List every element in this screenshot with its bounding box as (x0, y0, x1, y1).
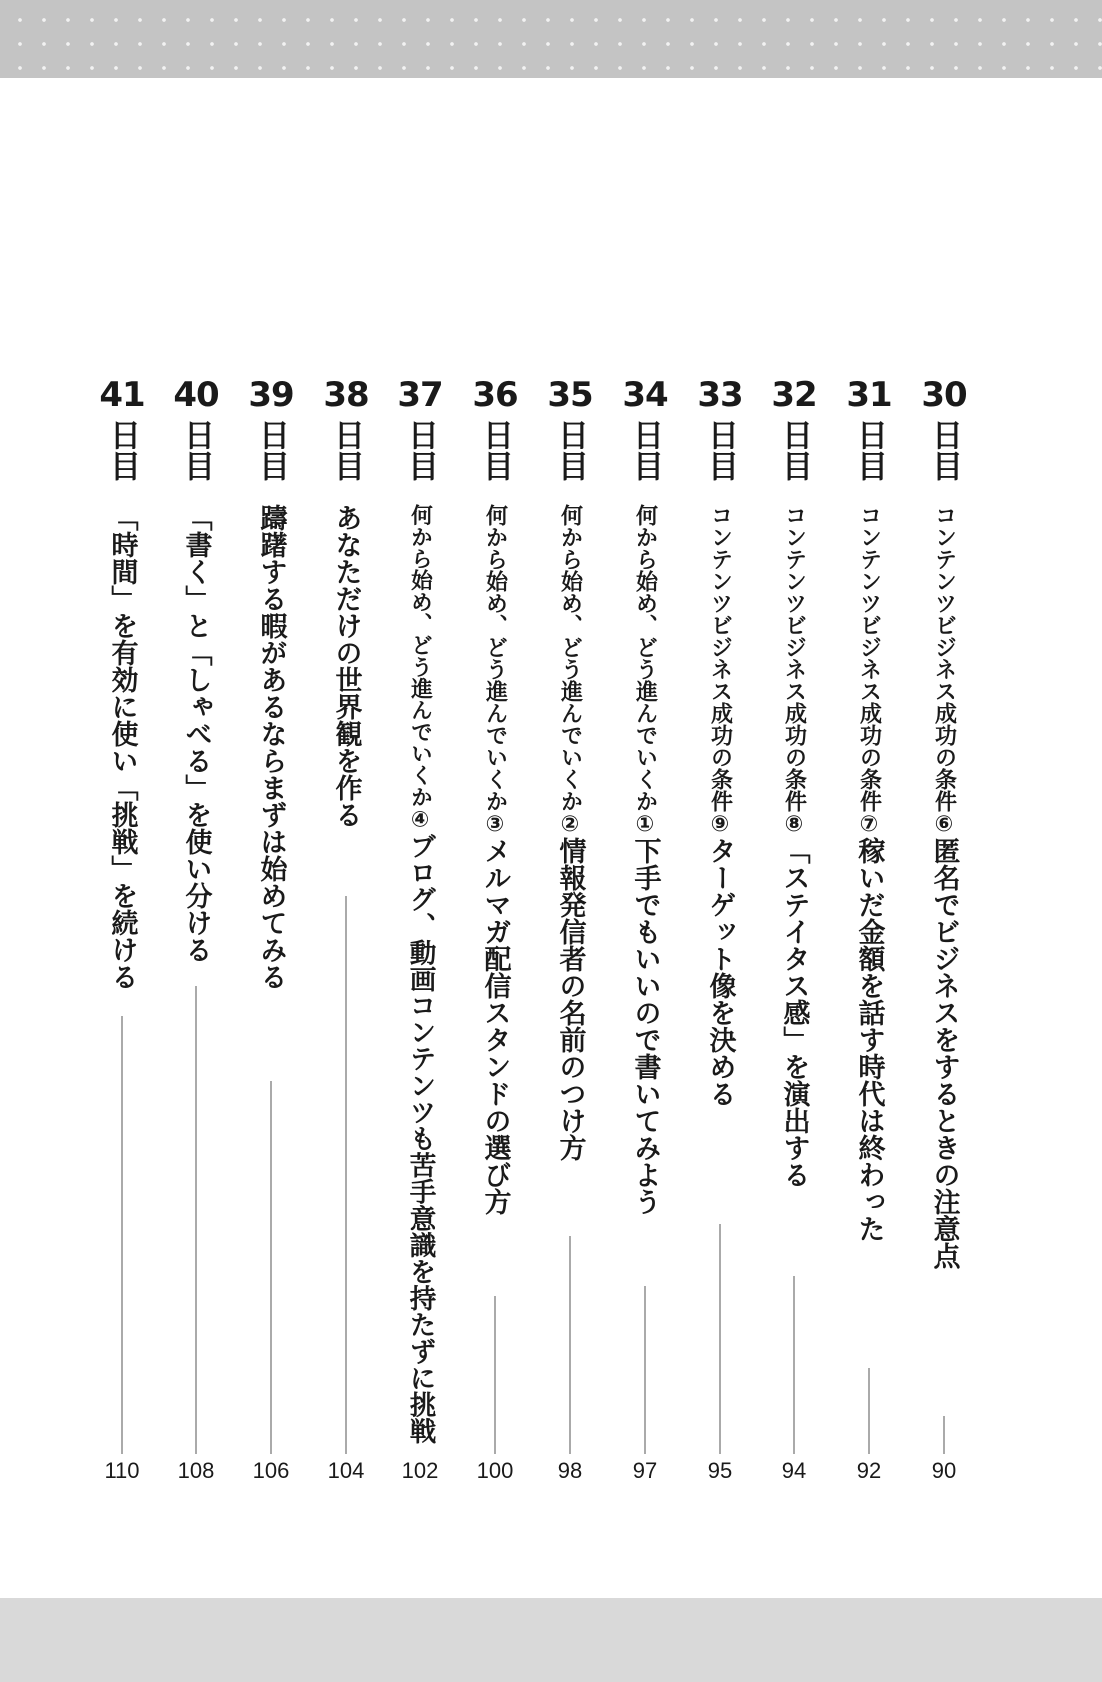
entry-main-title: 躊躇する暇があるならまずは始めてみる (255, 504, 287, 990)
day-number: 34 (622, 375, 668, 415)
leader-line (869, 1368, 870, 1454)
entry-main-title: あなただけの世界観を作る (330, 504, 362, 828)
entry-prefix: コンテンツビジネス成功の条件⑥ (931, 504, 957, 837)
day-number: 33 (697, 375, 743, 415)
toc-entry[interactable] (913, 376, 975, 1490)
day-label (91, 376, 153, 486)
entry-title (626, 504, 665, 1215)
entry-main-title: 稼いだ金額を話す時代は終わった (853, 837, 885, 1242)
page-number: 102 (401, 1458, 439, 1483)
leader-line (570, 1236, 571, 1454)
bottom-decorative-band (0, 1598, 1102, 1682)
day-unit: 日目 (402, 419, 438, 481)
entry-title (775, 504, 814, 1188)
day-number: 39 (248, 375, 294, 415)
entry-main-title: ブログ、動画コンテンツも苦手意識を持たずに挑戦 (404, 832, 436, 1445)
day-label (913, 376, 975, 486)
day-number: 37 (397, 375, 443, 415)
day-number: 35 (547, 375, 593, 415)
page-number: 110 (104, 1458, 140, 1483)
day-label (389, 376, 451, 486)
day-number: 38 (323, 375, 369, 415)
toc-entry[interactable] (689, 376, 751, 1490)
page-number: 108 (177, 1458, 215, 1483)
toc-entry[interactable] (838, 376, 900, 1490)
entry-main-title: メルマガ配信スタンドの選び方 (479, 837, 511, 1215)
day-number: 32 (771, 375, 817, 415)
day-label (165, 376, 227, 486)
entry-main-title: 「時間」を有効に使い「挑戦」を続ける (106, 504, 138, 990)
day-unit: 日目 (627, 419, 663, 481)
entry-title (850, 504, 889, 1242)
day-unit: 日目 (702, 419, 738, 481)
leader-line (346, 896, 347, 1454)
toc-entry[interactable] (614, 376, 676, 1490)
entry-title (177, 504, 216, 963)
day-unit: 日目 (178, 419, 214, 481)
page-number: 98 (557, 1458, 583, 1483)
toc-entry[interactable] (763, 376, 825, 1490)
page-number: 90 (931, 1458, 957, 1483)
entry-title (327, 504, 366, 828)
entry-title (476, 504, 515, 1215)
entry-main-title: 情報発信者の名前のつけ方 (554, 837, 586, 1161)
page-number: 95 (707, 1458, 733, 1483)
day-label (689, 376, 751, 486)
entry-title (103, 504, 142, 990)
entry-main-title: 下手でもいいので書いてみよう (629, 837, 661, 1215)
day-unit: 日目 (552, 419, 588, 481)
page-number: 100 (476, 1458, 514, 1483)
day-number: 36 (472, 375, 518, 415)
leader-line (495, 1296, 496, 1454)
entry-main-title: 「ステイタス感」を演出する (778, 837, 810, 1188)
day-number: 40 (173, 375, 219, 415)
page-number: 92 (856, 1458, 882, 1483)
leader-line (944, 1416, 945, 1454)
day-label (315, 376, 377, 486)
leader-line (122, 1016, 123, 1454)
entry-prefix: コンテンツビジネス成功の条件⑨ (707, 504, 733, 837)
entry-title (551, 504, 590, 1161)
entry-main-title: 匿名でビジネスをするときの注意点 (928, 837, 960, 1269)
entry-main-title: 「書く」と「しゃべる」を使い分ける (180, 504, 212, 963)
toc-entry[interactable] (539, 376, 601, 1490)
day-unit: 日目 (776, 419, 812, 481)
entry-title (401, 504, 440, 1444)
day-unit: 日目 (328, 419, 364, 481)
entry-prefix: コンテンツビジネス成功の条件⑧ (781, 504, 807, 837)
leader-line (271, 1081, 272, 1454)
toc-entry[interactable] (240, 376, 302, 1490)
entry-prefix: 何から始め、どう進んでいくか④ (407, 504, 433, 833)
leader-line (196, 986, 197, 1454)
page-number: 104 (327, 1458, 365, 1483)
entry-title (701, 504, 740, 1107)
entry-prefix: 何から始め、どう進んでいくか③ (482, 504, 508, 837)
toc-entry[interactable] (315, 376, 377, 1490)
entry-prefix: 何から始め、どう進んでいくか① (632, 504, 658, 837)
day-label (763, 376, 825, 486)
entry-prefix: 何から始め、どう進んでいくか② (557, 504, 583, 837)
toc-entry[interactable] (464, 376, 526, 1490)
day-unit: 日目 (253, 419, 289, 481)
page-number: 94 (781, 1458, 807, 1483)
day-label (539, 376, 601, 486)
page-number: 97 (632, 1458, 658, 1483)
day-unit: 日目 (926, 419, 962, 481)
day-label (838, 376, 900, 486)
entry-title (925, 504, 964, 1269)
day-label (464, 376, 526, 486)
leader-line (794, 1276, 795, 1454)
day-label (240, 376, 302, 486)
entry-prefix: コンテンツビジネス成功の条件⑦ (856, 504, 882, 837)
toc-entry[interactable] (91, 376, 153, 1490)
entry-main-title: ターゲット像を決める (704, 837, 736, 1107)
day-number: 30 (921, 375, 967, 415)
day-label (614, 376, 676, 486)
entry-title (252, 504, 291, 990)
day-unit: 日目 (477, 419, 513, 481)
day-unit: 日目 (104, 419, 140, 481)
leader-line (645, 1286, 646, 1454)
page-number: 106 (252, 1458, 290, 1483)
day-number: 41 (99, 375, 145, 415)
toc-entry[interactable] (165, 376, 227, 1490)
day-number: 31 (846, 375, 892, 415)
leader-line (720, 1224, 721, 1454)
day-unit: 日目 (851, 419, 887, 481)
toc-entry[interactable] (389, 376, 451, 1490)
